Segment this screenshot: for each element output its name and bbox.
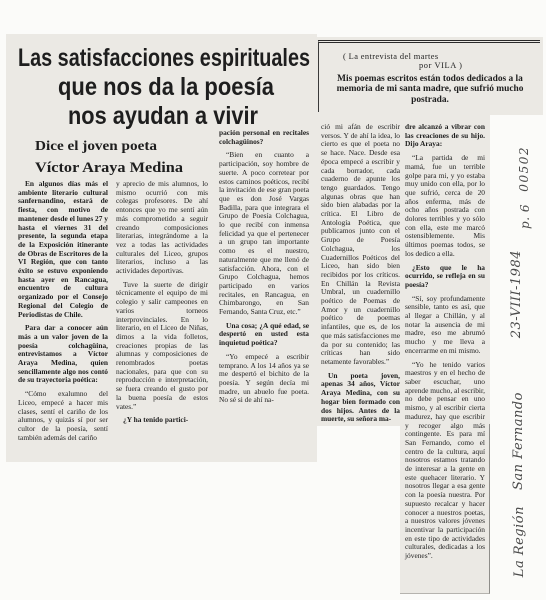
answer-paragraph: Tuve la suerte de dirigir técnicamente el equipo de mi colegio y salir campeones en varios torneos interprovinciales. En lo literario, en el Liceo de Niñas, dimos a la vida folletos, creaciones propias de las alumnas y composiciones de renombrados poetas nacionales, para que con su reproducción e interpretación, se fuera creando el gusto por la buena poesía de estos vates.” — [116, 279, 208, 411]
handwritten-city: San Fernando — [511, 392, 526, 491]
answer-paragraph: y aprecio de mis alumnos, lo mismo ocurrió con mis colegas profesores. De ahí entonces que yo me sentí aún más comprometido a seguir creando composiciones literarias, integrándome a la vez a todas las actividades culturales del Liceo, grupos literarios, incluso a las actividades deportivas. — [116, 179, 208, 276]
lead-paragraph: Para dar a conocer aún más a un valor joven de la poesía colchagüina, entrevistamos a Víctor Araya Medina, quien sencillamente algo nos contó de su trayectoria poética: — [18, 323, 108, 385]
handwritten-archive-number: 00502 — [517, 146, 531, 192]
interview-sidebar-box — [318, 40, 540, 112]
answer-paragraph: “Yo he tenido varios maestros y en el hecho de saber escuchar, uno aprende mucho, al escribir, no debe pensar en uno mismo, y al escribir cierta madurez, hay que escribir y recoger algo más contingente. Es para mí San Fernando, como el centro de la cultura, aquí nosotros estamos tratando de interesar a la gente en este quehacer literario. Y nosotros llegar a esa gente con la poesía nuestra. Por supuesto recalcar y hacer conocer a nuestros poetas, a nuestros valores jóvenes incentivar la participación en este tipo de actividades culturales, dedicadas a los jóvenes”. — [405, 359, 485, 561]
handwritten-newspaper-name: La Región — [512, 506, 527, 578]
handwritten-page-number: p. 6 — [518, 204, 532, 229]
pull-quote: Mis poemas escritos están todos dedicados a la memoria de mi santa madre, que sufrió mucho postrada. — [336, 74, 524, 105]
answer-paragraph: ció mi afán de escribir versos. Y de ahí la idea, lo cierto es que el poeta no se hace. Nace. Desde esa época empecé a escribir y cada borrador, cada cuaderno de apunte los tengo guardados. Tengo algunas obras que han sido bien alabadas por la crítica. El Libro de Antología Poética, que publicamos junto con el Grupo de Poesía Colchagua, los Cuadernillos Poéticos del Liceo, han sido bien recibidos por los críticos. En Chillán la Revista Umbral, un cuadernillo poético de Poemas de Amor y un cuadernillo poético de poemas infantiles, que es, de los que más satisfacciones me da por su contenido; las críticas han sido netamente favorables.” — [321, 122, 400, 366]
headline-line-3: nos ayudan a vivir — [68, 102, 259, 130]
headline-line-1: Las satisfacciones espirituales — [18, 44, 310, 72]
answer-paragraph: “Yo empecé a escribir temprano. A los 14 años ya se me despertó el bichito de la poesía. Y según decía mi madre, un abuelo fue poeta. No sé si de ahí na- — [219, 351, 309, 405]
interview-question: pación personal en recitales colchagüinos? — [219, 128, 309, 146]
answer-paragraph: “Sí, soy profundamente sensible, tanto es así, que al llegar a Chillán, y al notar la ausencia de mi madre, eso me abrumó mucho y me lleva a encerrarme en mi mismo. — [405, 293, 485, 355]
answer-paragraph: “Cómo exalumno del Liceo, empecé a hacer mis clases, sentí el cariño de los alumnos, y quizás sí por ser cultor de la poesía, sentí también además del cariño — [18, 389, 108, 442]
interview-question: ¿Esto que le ha ocurrido, se refleja en su poesía? — [405, 262, 485, 289]
interview-question: Una cosa; ¿A qué edad, se despertó en usted esta inquietud poética? — [219, 320, 309, 348]
subheadline — [30, 132, 210, 178]
series-label: ( La entrevista del martes — [343, 52, 439, 61]
lead-paragraph: En algunos días más el ambiente literario cultural sanfernandino, estará de fiesta, con motivo de mantener desde el lunes 27 y hasta el viernes 31 del presente, la segunda etapa de la Exposición itinerante de Obras de Escritores de la VI Región, que con tanto éxito se estuvo exponiendo hasta ayer en Rancagua, encuentro de cultura organizado por el Consejo Regional del Colegio de Periodistas de Chile. — [18, 179, 108, 319]
answer-paragraph: “La partida de mi mamá, fue un terrible golpe para mi, y yo estaba muy unido con ella, por lo que sufrió, cerca de 20 años enferma, más de ocho años postrada con dolores terribles y yo sólo con ella, este me marcó ostensiblemente. Mis últimos poemas todos, se los dedico a ella. — [405, 153, 485, 258]
article-column-1 — [18, 180, 108, 444]
answer-paragraph: “Bien en cuanto a participación, soy hombre de suerte. A poco corretear por estos caminos poéticos, recibí la invitación de ese gran poeta que es don José Vargas Badilla, para que integrara el Grupo de Poesía Colchagua, lo que recibí con inmensa felicidad ya que el pertenecer a un grupo tan importante como es el nuestro, naturalmente que me llenó de satisfacción. Ahora, con el Grupo Colchagua, hemos participado en varios recitales, en Rancagua, en Chimbarongo, en San Fernando, Santa Cruz, etc.” — [219, 150, 309, 317]
interview-question: ¿Y ha tenido partici- — [123, 415, 189, 425]
headline — [10, 38, 316, 134]
subheadline-line-2: Víctor Araya Medina — [35, 160, 184, 176]
narration-paragraph: dre alcanzó a vibrar con las creaciones de su hijo. Dijo Araya: — [405, 122, 485, 149]
handwritten-date: 23-VIII-1984 — [509, 250, 524, 339]
article-column-2 — [116, 180, 208, 427]
byline: por VILA ) — [419, 61, 463, 70]
subheadline-line-1: Dice el joven poeta — [35, 139, 157, 154]
article-column-3 — [219, 129, 309, 407]
headline-line-2: que nos da la poesía — [58, 73, 275, 101]
article-column-5 — [405, 123, 485, 563]
narration-paragraph: Un poeta joven, apenas 34 años, Víctor Araya Medina, con su hogar bien formado con dos hijos. Antes de la muerte, su señora ma- — [321, 370, 400, 424]
article-column-4 — [321, 123, 400, 426]
